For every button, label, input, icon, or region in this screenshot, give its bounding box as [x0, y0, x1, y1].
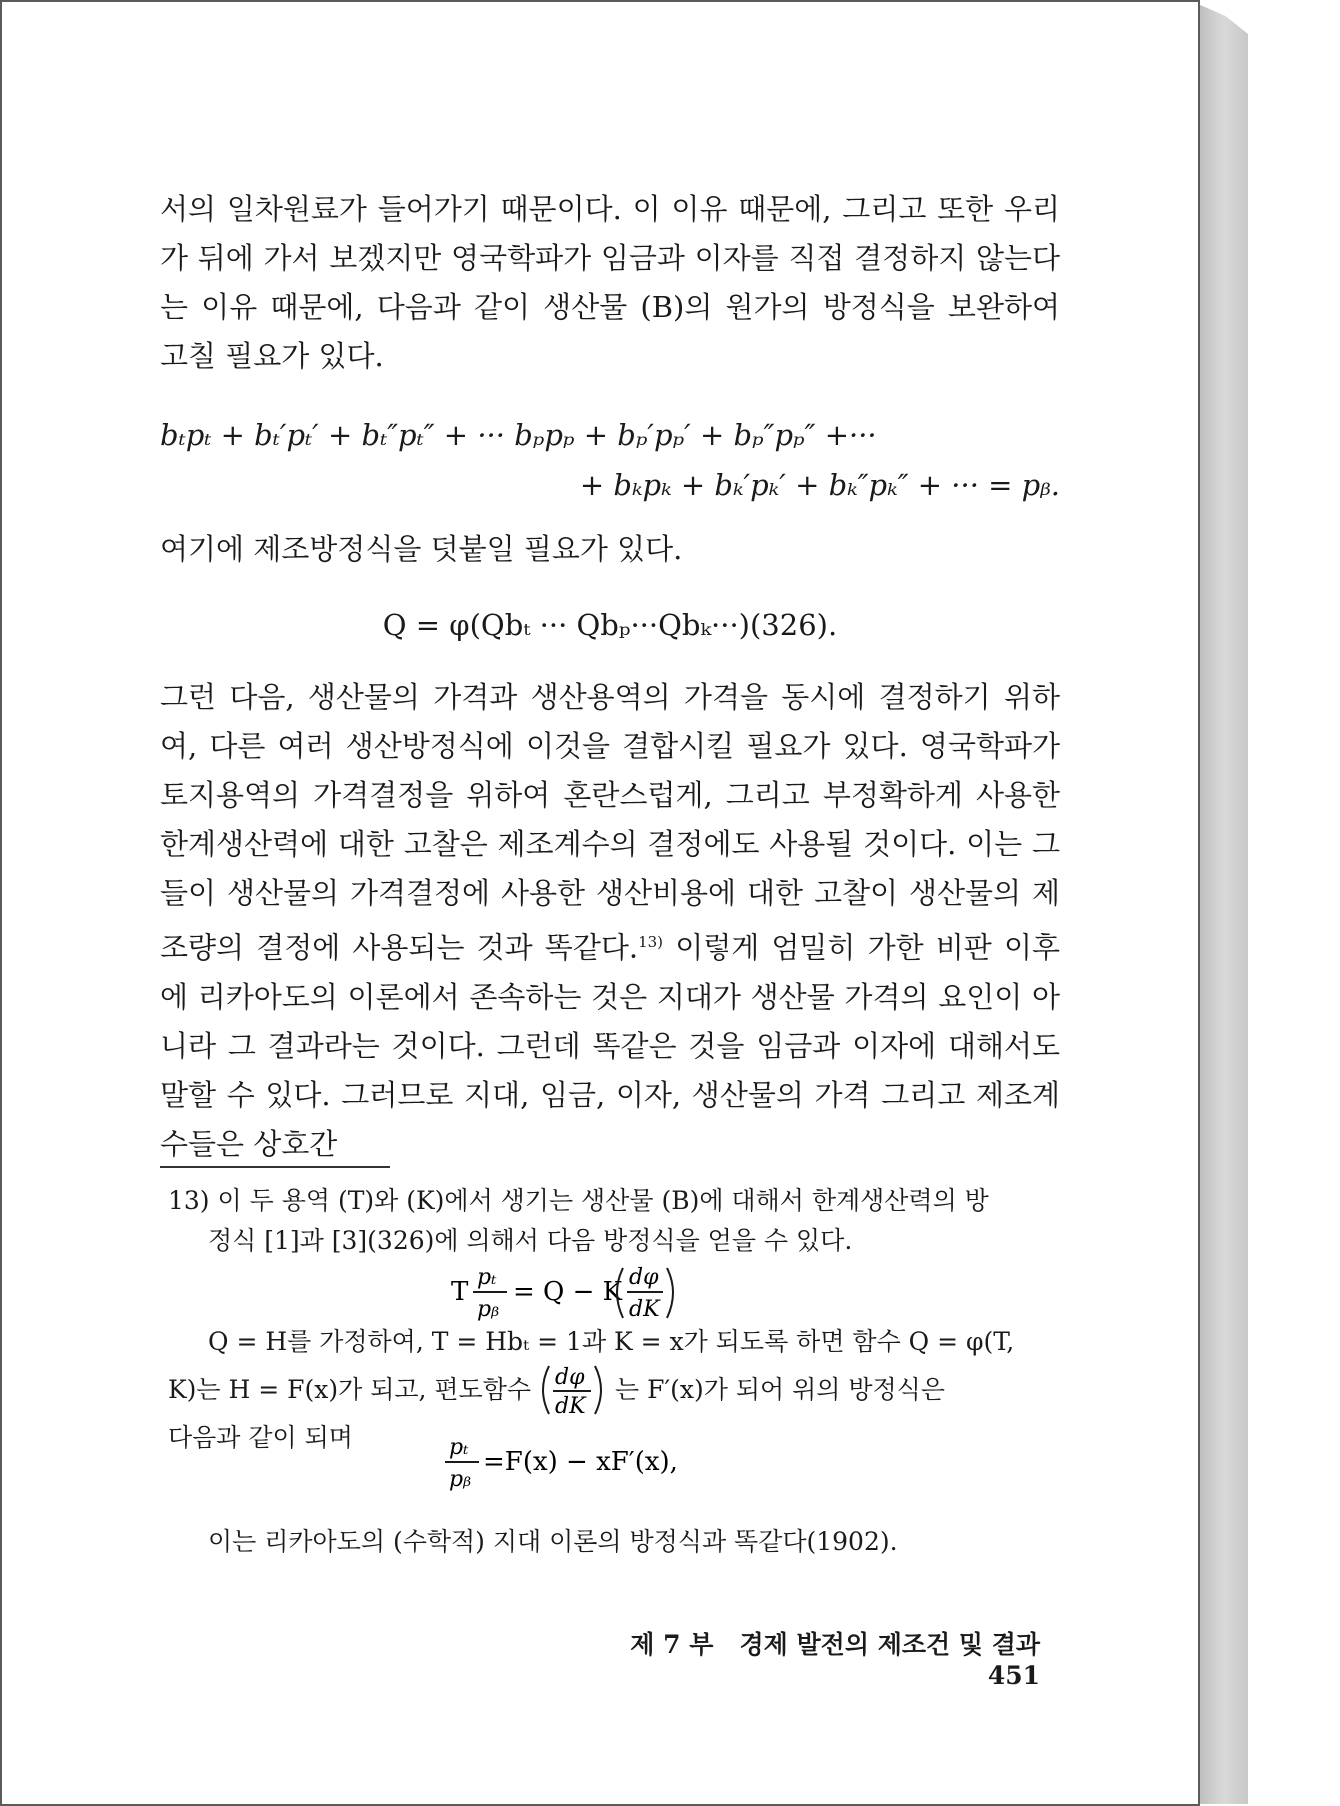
footnote-text-2a: Q = H를 가정하여, T = Hbₜ = 1과 K = x가 되도록 하면 함수 Q = φ(T, — [208, 1327, 1015, 1356]
eq-a-paren-denominator: dK — [629, 1297, 660, 1322]
cost-equation-line-1: bₜpₜ + bₜ′pₜ′ + bₜ″pₜ″ + ··· bₚpₚ + bₚ′pₚ′ + bₚ″pₚ″ +··· — [160, 418, 877, 452]
paragraph-3 — [160, 673, 1060, 1169]
eq-a-T: T — [451, 1277, 469, 1307]
footnote-text-2b — [168, 1362, 1068, 1418]
footnote-text-2c: 다음과 같이 되며 — [168, 1423, 353, 1452]
footnote-text-3: 이는 리카아도의 (수학적) 지대 이론의 방정식과 똑같다(1902). — [208, 1527, 898, 1556]
pd-numerator: dφ — [555, 1365, 585, 1390]
book-page-edge — [1198, 4, 1248, 1804]
paragraph-3-text: 그런 다음, 생산물의 가격과 생산용역의 가격을 동시에 결정하기 위하여, 다른 여러 생산방정식에 이것을 결합시킬 필요가 있다. 영국학파가 토지용역의 가격결정을 위하여 혼란스럽게, 그리고 부정확하게 사용한 한계생산력에 대한 고찰은 제조계수의 결정에도 사용될 것이다. 이는 그들이 생산물의 가격결정에 사용한 생산비용에 대한 고찰이 생산물의 제조량의 결정에 사용되는 것과 똑같다. — [160, 680, 1060, 965]
footnote-text-2b-post: 는 F′(x)가 되어 위의 방정식은 — [615, 1375, 945, 1404]
cost-equation — [160, 410, 1060, 510]
eq-b-rhs: =F(x) − xF′(x), — [483, 1447, 678, 1477]
eq-a-paren-numerator: dφ — [629, 1265, 659, 1290]
manufacturing-equation: Q = φ(Qbₜ ··· Qbₚ···Qbₖ···)(326). — [382, 608, 838, 642]
eq-a-right-paren — [667, 1268, 673, 1318]
pd-denominator: dK — [555, 1394, 586, 1418]
partial-derivative-fraction — [537, 1362, 609, 1418]
page-footer — [560, 1625, 1040, 1690]
footer-part: 제 7 부 — [630, 1630, 714, 1659]
eq-b-numerator: pₜ — [449, 1435, 469, 1460]
footnote-equation-a — [445, 1262, 745, 1324]
page-number: 451 — [987, 1661, 1040, 1690]
eq-b-denominator: pᵦ — [449, 1467, 472, 1492]
footer-title: 경제 발전의 제조건 및 결과 — [739, 1630, 1040, 1659]
footnote-equation-b — [445, 1432, 745, 1494]
eq-a-numerator: pₜ — [477, 1265, 497, 1290]
paragraph-3-continuation: 이렇게 엄밀히 가한 비판 이후에 리카아도의 이론에서 존속하는 것은 지대가 생산물 가격의 요인이 아니라 그 결과라는 것이다. 그런데 똑같은 것을 임금과 이자에 대해서도 말할 수 있다. 그러므로 지대, 임금, 이자, 생산물의 가격 그리고 제조계수들은 상호간 — [160, 930, 1061, 1161]
cost-equation-line-2: + bₖpₖ + bₖ′pₖ′ + bₖ″pₖ″ + ··· = pᵦ. — [579, 468, 1060, 502]
paragraph-1: 서의 일차원료가 들어가기 때문이다. 이 이유 때문에, 그리고 또한 우리가 뒤에 가서 보겠지만 영국학파가 임금과 이자를 직접 결정하지 않는다는 이유 때문에, 다음과 같이 생산물 (B)의 원가의 방정식을 보완하여 고칠 필요가 있다. — [160, 192, 1060, 373]
footnote-13 — [168, 1181, 1068, 1261]
eq-a-denominator: pᵦ — [477, 1297, 500, 1322]
footnote-line-2: 정식 [1]과 [3](326)에 의해서 다음 방정식을 얻을 수 있다. — [208, 1226, 853, 1255]
footnote-divider — [160, 1166, 390, 1168]
pd-right-paren — [595, 1366, 601, 1414]
footnote-line-1: 13) 이 두 용역 (T)와 (K)에서 생기는 생산물 (B)에 대해서 한계생산력의 방 — [168, 1186, 989, 1215]
paragraph-2: 여기에 제조방정식을 덧붙일 필요가 있다. — [160, 532, 683, 566]
footnote-reference: 13) — [638, 933, 664, 951]
pd-left-paren — [543, 1366, 549, 1414]
footnote-text-2b-pre: K)는 H = F(x)가 되고, 편도함수 — [168, 1375, 532, 1404]
eq-a-rhs: = Q − K — [513, 1277, 623, 1307]
